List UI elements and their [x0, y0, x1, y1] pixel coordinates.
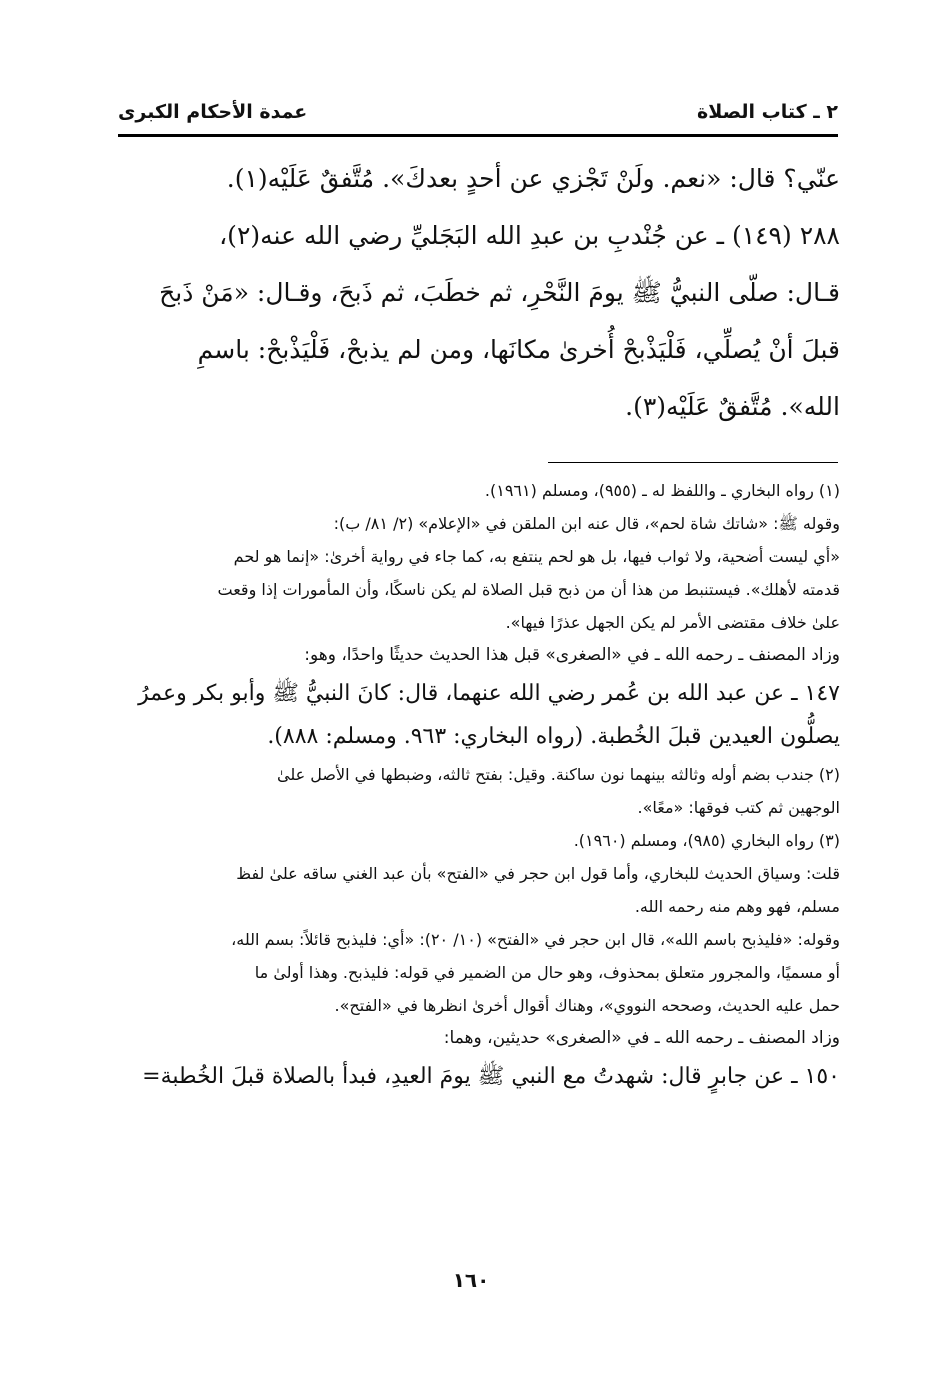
footnotes [124, 474, 840, 1098]
footnote-line: وزاد المصنف ـ رحمه الله ـ في «الصغرى» قبل هذا الحديث حديثًا واحدًا، وهو: [304, 645, 840, 665]
main-line: الله». مُتَّفقٌ عَلَيْه(٣). [625, 392, 840, 421]
footnote-line: علىٰ خلاف مقتضى الأمر لم يكن الجهل عذرًا فيها». [505, 613, 840, 632]
header-rule [118, 134, 838, 137]
footnote-line: وزاد المصنف ـ رحمه الله ـ في «الصغرى» حديثين، وهما: [443, 1028, 840, 1048]
footnote-line: قدمته لأهلك». فيستنبط من هذا أن من ذبح قبل الصلاة لم يكن ناسكًا، وأن المأمورات إذا وقعت [217, 580, 840, 599]
main-line: قـال: صلّى النبيُّ ﷺ يومَ النَّحْرِ، ثم خطَبَ، ثم ذَبحَ، وقـال: «مَنْ ذَبحَ [159, 278, 840, 307]
main-line: قبلَ أنْ يُصلِّي، فَلْيَذْبحْ أُخرىٰ مكانَها، ومن لم يذبحْ، فَلْيَذْبحْ: باسمِ [197, 335, 840, 364]
footnote-line: أو مسميًا، والمجرور متعلق بمحذوف، وهو حال من الضمير في قوله: فليذبح. وهذا أولىٰ ما [254, 963, 840, 982]
footnote-line: وقوله ﷺ: «شاتك شاة لحم»، قال عنه ابن الملقن في «الإعلام» (٢/ ٨١/ ب): [333, 514, 840, 533]
footnote-line: حمل عليه الحديث، وصححه النووي»، وهناك أقوال أخرىٰ انظرها في «الفتح». [334, 996, 840, 1015]
footnote-line: قلت: وسياق الحديث للبخاري، وأما قول ابن حجر في «الفتح» بأن عبد الغني ساقه علىٰ لفظ [236, 864, 840, 883]
footnote-3: (٣) رواه البخاري (٩٨٥)، ومسلم (١٩٦٠). [573, 831, 840, 850]
hadith-147-line: يصلُّون العيدين قبلَ الخُطبة. (رواه البخاري: ٩٦٣. ومسلم: ٨٨٨). [267, 724, 840, 749]
hadith-150-line: ١٥٠ ـ عن جابرٍ قال: شهدتُ مع النبي ﷺ يومَ العيدِ، فبدأ بالصلاة قبلَ الخُطبة= [142, 1064, 840, 1089]
main-line: عنّي؟ قال: «نعم. ولَنْ تَجْزي عن أحدٍ بعدكَ». مُتَّفقٌ عَلَيْه(١). [226, 164, 840, 193]
footnote-line: «أي ليست أضحية، ولا ثواب فيها، بل هو لحم ينتفع به، كما جاء في رواية أخرىٰ: «إنما هو لحم [233, 547, 840, 566]
footnote-1: (١) رواه البخاري ـ واللفظ له ـ (٩٥٥)، ومسلم (١٩٦١). [484, 481, 840, 500]
footnote-line: الوجهين ثم كتب فوقها: «معًا». [637, 798, 840, 817]
hadith-147-line: ١٤٧ ـ عن عبد الله بن عُمر رضي الله عنهما، قال: كانَ النبيُّ ﷺ وأبو بكر وعمرُ [138, 681, 840, 706]
main-text [122, 150, 840, 435]
footnote-line: وقوله: «فليذبح باسم الله»، قال ابن حجر في «الفتح» (١٠/ ٢٠): «أي: فليذبح قائلاً: بسم الله، [231, 930, 840, 949]
book-title: عمدة الأحكام الكبرى [118, 101, 308, 123]
footnote-line: مسلم، فهو وهم منه رحمه الله. [634, 897, 840, 916]
footnote-2: (٢) جندب بضم أوله وثالثه بينهما نون ساكنة. وقيل: بفتح ثالثه، وضبطها في الأصل علىٰ [276, 765, 840, 784]
hadith-288-heading: ٢٨٨ (١٤٩) ـ عن جُنْدبِ بن عبدِ الله البَجَليِّ رضي الله عنه(٢)، [219, 221, 840, 250]
running-header [118, 92, 838, 132]
footnote-separator [548, 462, 838, 463]
chapter-title: ٢ ـ كتاب الصلاة [697, 101, 838, 123]
page-number: ١٦٠ [452, 1268, 490, 1292]
